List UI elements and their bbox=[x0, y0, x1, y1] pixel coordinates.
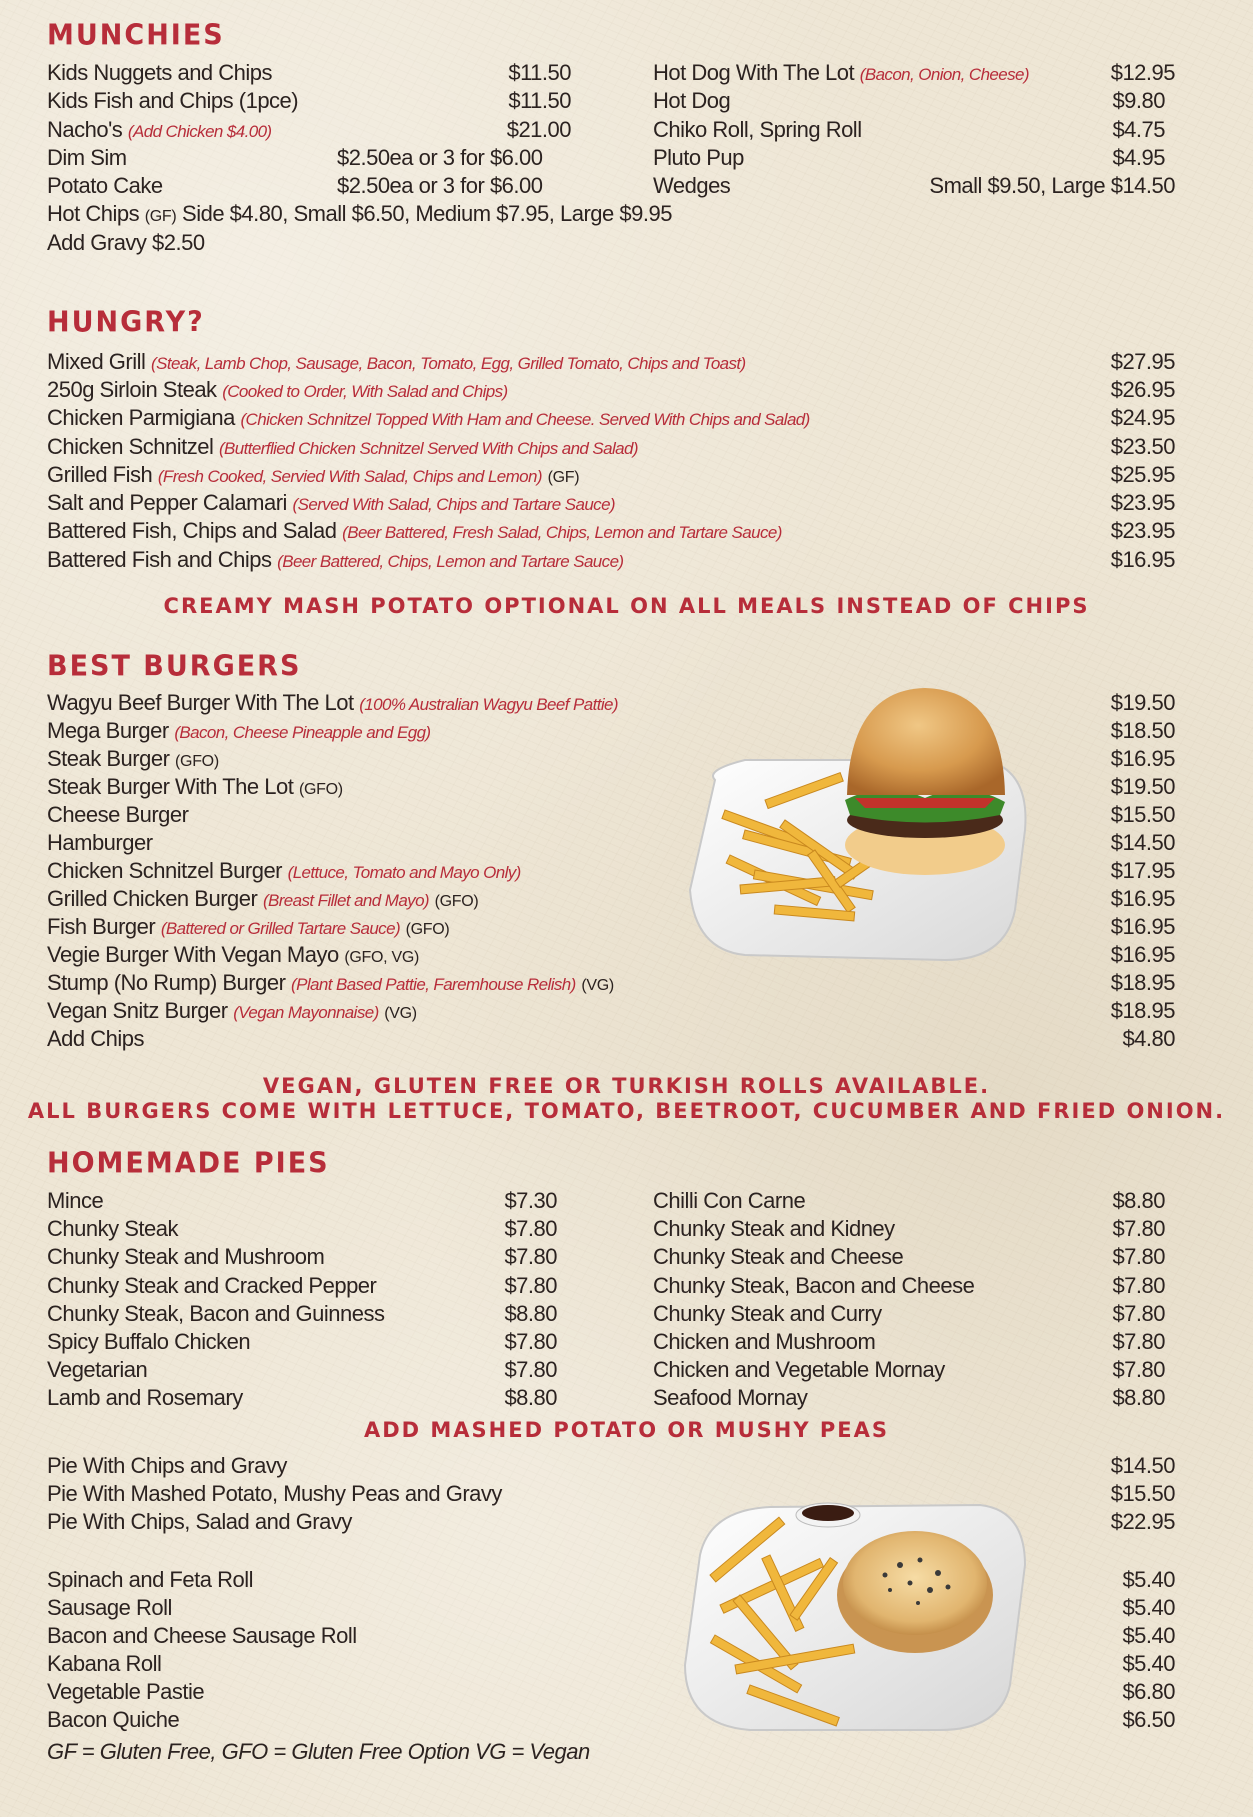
item-description: (Breast Fillet and Mayo) bbox=[262, 891, 429, 910]
menu-item bbox=[47, 1452, 1175, 1480]
item-name: Bacon Quiche bbox=[47, 1707, 180, 1732]
menu-item bbox=[47, 404, 1175, 432]
item-price: $23.95 bbox=[1110, 518, 1175, 543]
item-description: (Add Chicken $4.00) bbox=[127, 122, 272, 141]
item-name: Vegetable Pastie bbox=[47, 1679, 205, 1704]
item-description: (100% Australian Wagyu Beef Pattie) bbox=[359, 695, 618, 714]
item-price: $7.80 bbox=[1112, 1273, 1165, 1298]
item-price: $16.95 bbox=[1110, 914, 1175, 939]
item-price: $16.95 bbox=[1110, 547, 1175, 572]
dietary-tag: (VG) bbox=[581, 977, 614, 994]
burgers-heading: BEST BURGERS bbox=[47, 650, 302, 683]
item-description: (Butterflied Chicken Schnitzel Served With Chips and Salad) bbox=[219, 439, 638, 458]
menu-item bbox=[47, 969, 1175, 997]
item-price: $7.80 bbox=[504, 1357, 557, 1382]
item-name: Stump (No Rump) Burger bbox=[47, 970, 286, 995]
menu-item bbox=[47, 172, 571, 200]
menu-item bbox=[47, 489, 1175, 517]
menu-item bbox=[653, 1356, 1175, 1384]
menu-item bbox=[47, 433, 1175, 461]
menu-item bbox=[47, 229, 1175, 257]
item-name: Chunky Steak bbox=[47, 1216, 178, 1241]
menu-item bbox=[47, 116, 571, 144]
item-name: Vegie Burger With Vegan Mayo bbox=[47, 942, 339, 967]
item-name: Chunky Steak and Cracked Pepper bbox=[47, 1273, 377, 1298]
item-price: $19.50 bbox=[1110, 690, 1175, 715]
item-price: $16.95 bbox=[1110, 886, 1175, 911]
menu-item bbox=[653, 87, 1175, 115]
menu-item bbox=[47, 1187, 571, 1215]
item-price: $16.95 bbox=[1110, 746, 1175, 771]
item-name: Chilli Con Carne bbox=[653, 1188, 806, 1213]
item-price: $9.80 bbox=[1112, 88, 1165, 113]
item-description: (Bacon, Cheese Pineapple and Egg) bbox=[174, 723, 431, 742]
item-name: Pluto Pup bbox=[653, 145, 744, 170]
menu-item bbox=[47, 1508, 1175, 1536]
item-price: $5.40 bbox=[1122, 1651, 1175, 1676]
item-name: Nacho's bbox=[47, 117, 123, 142]
item-price: $4.75 bbox=[1112, 117, 1165, 142]
menu-item bbox=[47, 59, 571, 87]
item-price: $7.80 bbox=[504, 1329, 557, 1354]
menu-item bbox=[47, 200, 1175, 228]
item-price: $15.50 bbox=[1110, 1481, 1175, 1506]
dietary-tag: (GFO) bbox=[175, 753, 219, 770]
item-name: Add Gravy $2.50 bbox=[47, 230, 205, 255]
menu-item bbox=[47, 1678, 1175, 1706]
item-price: $4.95 bbox=[1112, 145, 1165, 170]
munchies-heading: MUNCHIES bbox=[47, 19, 225, 52]
item-name: Pie With Mashed Potato, Mushy Peas and Gravy bbox=[47, 1481, 502, 1506]
menu-item bbox=[653, 59, 1175, 87]
dietary-tag: (GFO, VG) bbox=[344, 949, 419, 966]
item-price: $18.95 bbox=[1110, 998, 1175, 1023]
item-price: $25.95 bbox=[1110, 462, 1175, 487]
item-price: $5.40 bbox=[1122, 1623, 1175, 1648]
item-name: Bacon and Cheese Sausage Roll bbox=[47, 1623, 357, 1648]
item-name: Battered Fish and Chips bbox=[47, 547, 272, 572]
menu-item bbox=[47, 745, 1175, 773]
item-price: $11.50 bbox=[508, 88, 571, 113]
item-name: Potato Cake bbox=[47, 173, 163, 198]
item-description: (Chicken Schnitzel Topped With Ham and Cheese. Served With Chips and Salad) bbox=[240, 410, 810, 429]
item-name: Chicken and Mushroom bbox=[653, 1329, 876, 1354]
item-price: $4.80 bbox=[1122, 1026, 1175, 1051]
menu-item bbox=[47, 1243, 571, 1271]
item-name: Lamb and Rosemary bbox=[47, 1385, 243, 1410]
item-price: $14.50 bbox=[1110, 830, 1175, 855]
item-price: $14.50 bbox=[1110, 1453, 1175, 1478]
item-price: $7.80 bbox=[504, 1216, 557, 1241]
menu-item bbox=[47, 1272, 571, 1300]
menu-item bbox=[653, 1300, 1175, 1328]
menu-item bbox=[653, 144, 1175, 172]
item-price: $23.95 bbox=[1110, 490, 1175, 515]
item-price: $8.80 bbox=[1112, 1385, 1165, 1410]
item-name: Chicken and Vegetable Mornay bbox=[653, 1357, 945, 1382]
item-name: Salt and Pepper Calamari bbox=[47, 490, 287, 515]
item-name: Kids Nuggets and Chips bbox=[47, 60, 273, 85]
item-name: Grilled Chicken Burger bbox=[47, 886, 258, 911]
item-name: Chunky Steak and Kidney bbox=[653, 1216, 895, 1241]
menu-item bbox=[47, 1384, 571, 1412]
item-price: $24.95 bbox=[1110, 405, 1175, 430]
item-price: $16.95 bbox=[1110, 942, 1175, 967]
item-price: $26.95 bbox=[1110, 377, 1175, 402]
item-name: Seafood Mornay bbox=[653, 1385, 808, 1410]
item-name: Chunky Steak and Mushroom bbox=[47, 1244, 325, 1269]
menu-item bbox=[47, 546, 1175, 574]
hungry-heading: HUNGRY? bbox=[47, 306, 205, 339]
item-price: $23.50 bbox=[1110, 434, 1175, 459]
item-name: Chicken Parmigiana bbox=[47, 405, 235, 430]
dietary-tag: (GF) bbox=[547, 469, 580, 486]
item-name: Hot Dog With The Lot bbox=[653, 60, 855, 85]
item-name: Chunky Steak, Bacon and Guinness bbox=[47, 1301, 385, 1326]
menu-item bbox=[47, 348, 1175, 376]
item-price: $6.80 bbox=[1122, 1679, 1175, 1704]
item-price: $7.80 bbox=[504, 1244, 557, 1269]
menu-item bbox=[47, 1025, 1175, 1053]
menu-item bbox=[47, 517, 1175, 545]
item-price: $7.80 bbox=[1112, 1357, 1165, 1382]
item-price: $15.50 bbox=[1110, 802, 1175, 827]
item-price: $22.95 bbox=[1110, 1509, 1175, 1534]
dietary-tag: (GFO) bbox=[298, 781, 343, 798]
item-name: Pie With Chips, Salad and Gravy bbox=[47, 1509, 352, 1534]
menu-item bbox=[47, 1215, 571, 1243]
menu-item bbox=[47, 1480, 1175, 1508]
menu-item bbox=[653, 1384, 1175, 1412]
item-price: $18.50 bbox=[1110, 718, 1175, 743]
item-name: Chunky Steak and Curry bbox=[653, 1301, 882, 1326]
item-description: (Cooked to Order, With Salad and Chips) bbox=[222, 382, 508, 401]
menu-item bbox=[47, 1650, 1175, 1678]
item-name: Wagyu Beef Burger With The Lot bbox=[47, 690, 354, 715]
menu-item bbox=[47, 689, 1175, 717]
menu-item bbox=[47, 1622, 1175, 1650]
menu-item bbox=[47, 829, 1175, 857]
menu-item bbox=[653, 1328, 1175, 1356]
item-name: Hot Chips bbox=[47, 201, 140, 226]
item-name: Wedges bbox=[653, 173, 731, 198]
item-price: $7.80 bbox=[1112, 1244, 1165, 1269]
item-name: Chicken Schnitzel bbox=[47, 434, 214, 459]
item-name: Spicy Buffalo Chicken bbox=[47, 1329, 251, 1354]
item-name: Dim Sim bbox=[47, 145, 127, 170]
item-description: (Bacon, Onion, Cheese) bbox=[859, 65, 1029, 84]
item-name: Chunky Steak, Bacon and Cheese bbox=[653, 1273, 975, 1298]
menu-item bbox=[47, 717, 1175, 745]
pies-heading: HOMEMADE PIES bbox=[47, 1147, 330, 1180]
item-price: $2.50ea or 3 for $6.00 bbox=[337, 145, 543, 170]
item-price: $17.95 bbox=[1110, 858, 1175, 883]
item-name: Steak Burger bbox=[47, 746, 170, 771]
item-name: Mega Burger bbox=[47, 718, 169, 743]
item-name: Vegetarian bbox=[47, 1357, 148, 1382]
item-name: Mixed Grill bbox=[47, 349, 146, 374]
menu-item bbox=[47, 461, 1175, 489]
item-price: $8.80 bbox=[504, 1385, 557, 1410]
item-name: Kids Fish and Chips (1pce) bbox=[47, 88, 299, 113]
item-name: Grilled Fish bbox=[47, 462, 153, 487]
item-price: Small $9.50, Large $14.50 bbox=[929, 173, 1175, 198]
item-price: $21.00 bbox=[506, 117, 571, 142]
burger-toppings-note: ALL BURGERS COME WITH LETTUCE, TOMATO, BEETROOT, CUCUMBER AND FRIED ONION. bbox=[27, 1099, 1226, 1123]
item-price: $6.50 bbox=[1122, 1707, 1175, 1732]
item-name: Fish Burger bbox=[47, 914, 156, 939]
item-name: Cheese Burger bbox=[47, 802, 189, 827]
pie-sides-note: ADD MASHED POTATO OR MUSHY PEAS bbox=[363, 1418, 890, 1442]
item-name: 250g Sirloin Steak bbox=[47, 377, 217, 402]
item-description: (Beer Battered, Chips, Lemon and Tartare Sauce) bbox=[277, 552, 624, 571]
item-price: $5.40 bbox=[1122, 1567, 1175, 1592]
item-name: Pie With Chips and Gravy bbox=[47, 1453, 287, 1478]
menu-item bbox=[653, 116, 1175, 144]
item-description: (Vegan Mayonnaise) bbox=[233, 1003, 379, 1022]
menu-item bbox=[47, 997, 1175, 1025]
dietary-tag: (GFO) bbox=[434, 893, 479, 910]
menu-item bbox=[47, 913, 1175, 941]
item-price: $27.95 bbox=[1110, 349, 1175, 374]
menu-item bbox=[47, 941, 1175, 969]
menu-item bbox=[47, 1706, 1175, 1734]
menu-item bbox=[47, 1566, 1175, 1594]
item-price: $7.80 bbox=[1112, 1301, 1165, 1326]
menu-item bbox=[47, 857, 1175, 885]
dietary-legend: GF = Gluten Free, GFO = Gluten Free Option VG = Vegan bbox=[47, 1739, 590, 1764]
item-description: (Plant Based Pattie, Faremhouse Relish) bbox=[291, 975, 576, 994]
item-name: Spinach and Feta Roll bbox=[47, 1567, 253, 1592]
item-name: Hamburger bbox=[47, 830, 153, 855]
item-description: (Steak, Lamb Chop, Sausage, Bacon, Tomato, Egg, Grilled Tomato, Chips and Toast) bbox=[151, 354, 746, 373]
item-description: (Battered or Grilled Tartare Sauce) bbox=[160, 919, 400, 938]
item-name: Sausage Roll bbox=[47, 1595, 172, 1620]
menu-item bbox=[653, 1187, 1175, 1215]
item-price: $11.50 bbox=[508, 60, 571, 85]
item-name: Vegan Snitz Burger bbox=[47, 998, 228, 1023]
menu-item bbox=[653, 1215, 1175, 1243]
item-description: (Beer Battered, Fresh Salad, Chips, Lemon and Tartare Sauce) bbox=[342, 523, 782, 542]
menu-item bbox=[47, 144, 571, 172]
dietary-tag: (VG) bbox=[384, 1005, 417, 1022]
item-price: $7.80 bbox=[1112, 1329, 1165, 1354]
item-price: $7.30 bbox=[504, 1188, 557, 1213]
item-name: Add Chips bbox=[47, 1026, 145, 1051]
item-price: $5.40 bbox=[1122, 1595, 1175, 1620]
item-name: Chiko Roll, Spring Roll bbox=[653, 117, 862, 142]
menu-item bbox=[653, 1272, 1175, 1300]
item-name: Chunky Steak and Cheese bbox=[653, 1244, 904, 1269]
item-name: Kabana Roll bbox=[47, 1651, 162, 1676]
menu-item bbox=[47, 1300, 571, 1328]
menu-item bbox=[47, 87, 571, 115]
item-price: $7.80 bbox=[1112, 1216, 1165, 1241]
item-name: Hot Dog bbox=[653, 88, 731, 113]
item-name: Battered Fish, Chips and Salad bbox=[47, 518, 337, 543]
menu-item bbox=[653, 172, 1175, 200]
menu-item bbox=[47, 885, 1175, 913]
item-price: Side $4.80, Small $6.50, Medium $7.95, Large $9.95 bbox=[182, 201, 672, 226]
item-name: Mince bbox=[47, 1188, 104, 1213]
item-price: $8.80 bbox=[1112, 1188, 1165, 1213]
item-name: Chicken Schnitzel Burger bbox=[47, 858, 283, 883]
menu-item bbox=[47, 801, 1175, 829]
item-price: $2.50ea or 3 for $6.00 bbox=[337, 173, 543, 198]
menu-item bbox=[47, 376, 1175, 404]
menu-item bbox=[47, 1328, 571, 1356]
item-description: (Lettuce, Tomato and Mayo Only) bbox=[287, 863, 521, 882]
item-description: (Fresh Cooked, Servied With Salad, Chips and Lemon) bbox=[157, 467, 542, 486]
menu-item bbox=[47, 1356, 571, 1384]
item-price: $12.95 bbox=[1110, 60, 1175, 85]
dietary-tag: (GFO) bbox=[405, 921, 450, 938]
item-price: $7.80 bbox=[504, 1273, 557, 1298]
item-price: $19.50 bbox=[1110, 774, 1175, 799]
item-price: $8.80 bbox=[504, 1301, 557, 1326]
menu-item bbox=[653, 1243, 1175, 1271]
menu-item bbox=[47, 773, 1175, 801]
item-name: Steak Burger With The Lot bbox=[47, 774, 294, 799]
item-price: $18.95 bbox=[1110, 970, 1175, 995]
menu-item bbox=[47, 1594, 1175, 1622]
mash-potato-note: CREAMY MASH POTATO OPTIONAL ON ALL MEALS INSTEAD OF CHIPS bbox=[163, 594, 1090, 618]
dietary-tag: (GF) bbox=[144, 208, 177, 225]
item-description: (Served With Salad, Chips and Tartare Sauce) bbox=[292, 495, 615, 514]
rolls-note: VEGAN, GLUTEN FREE OR TURKISH ROLLS AVAILABLE. bbox=[262, 1074, 991, 1098]
